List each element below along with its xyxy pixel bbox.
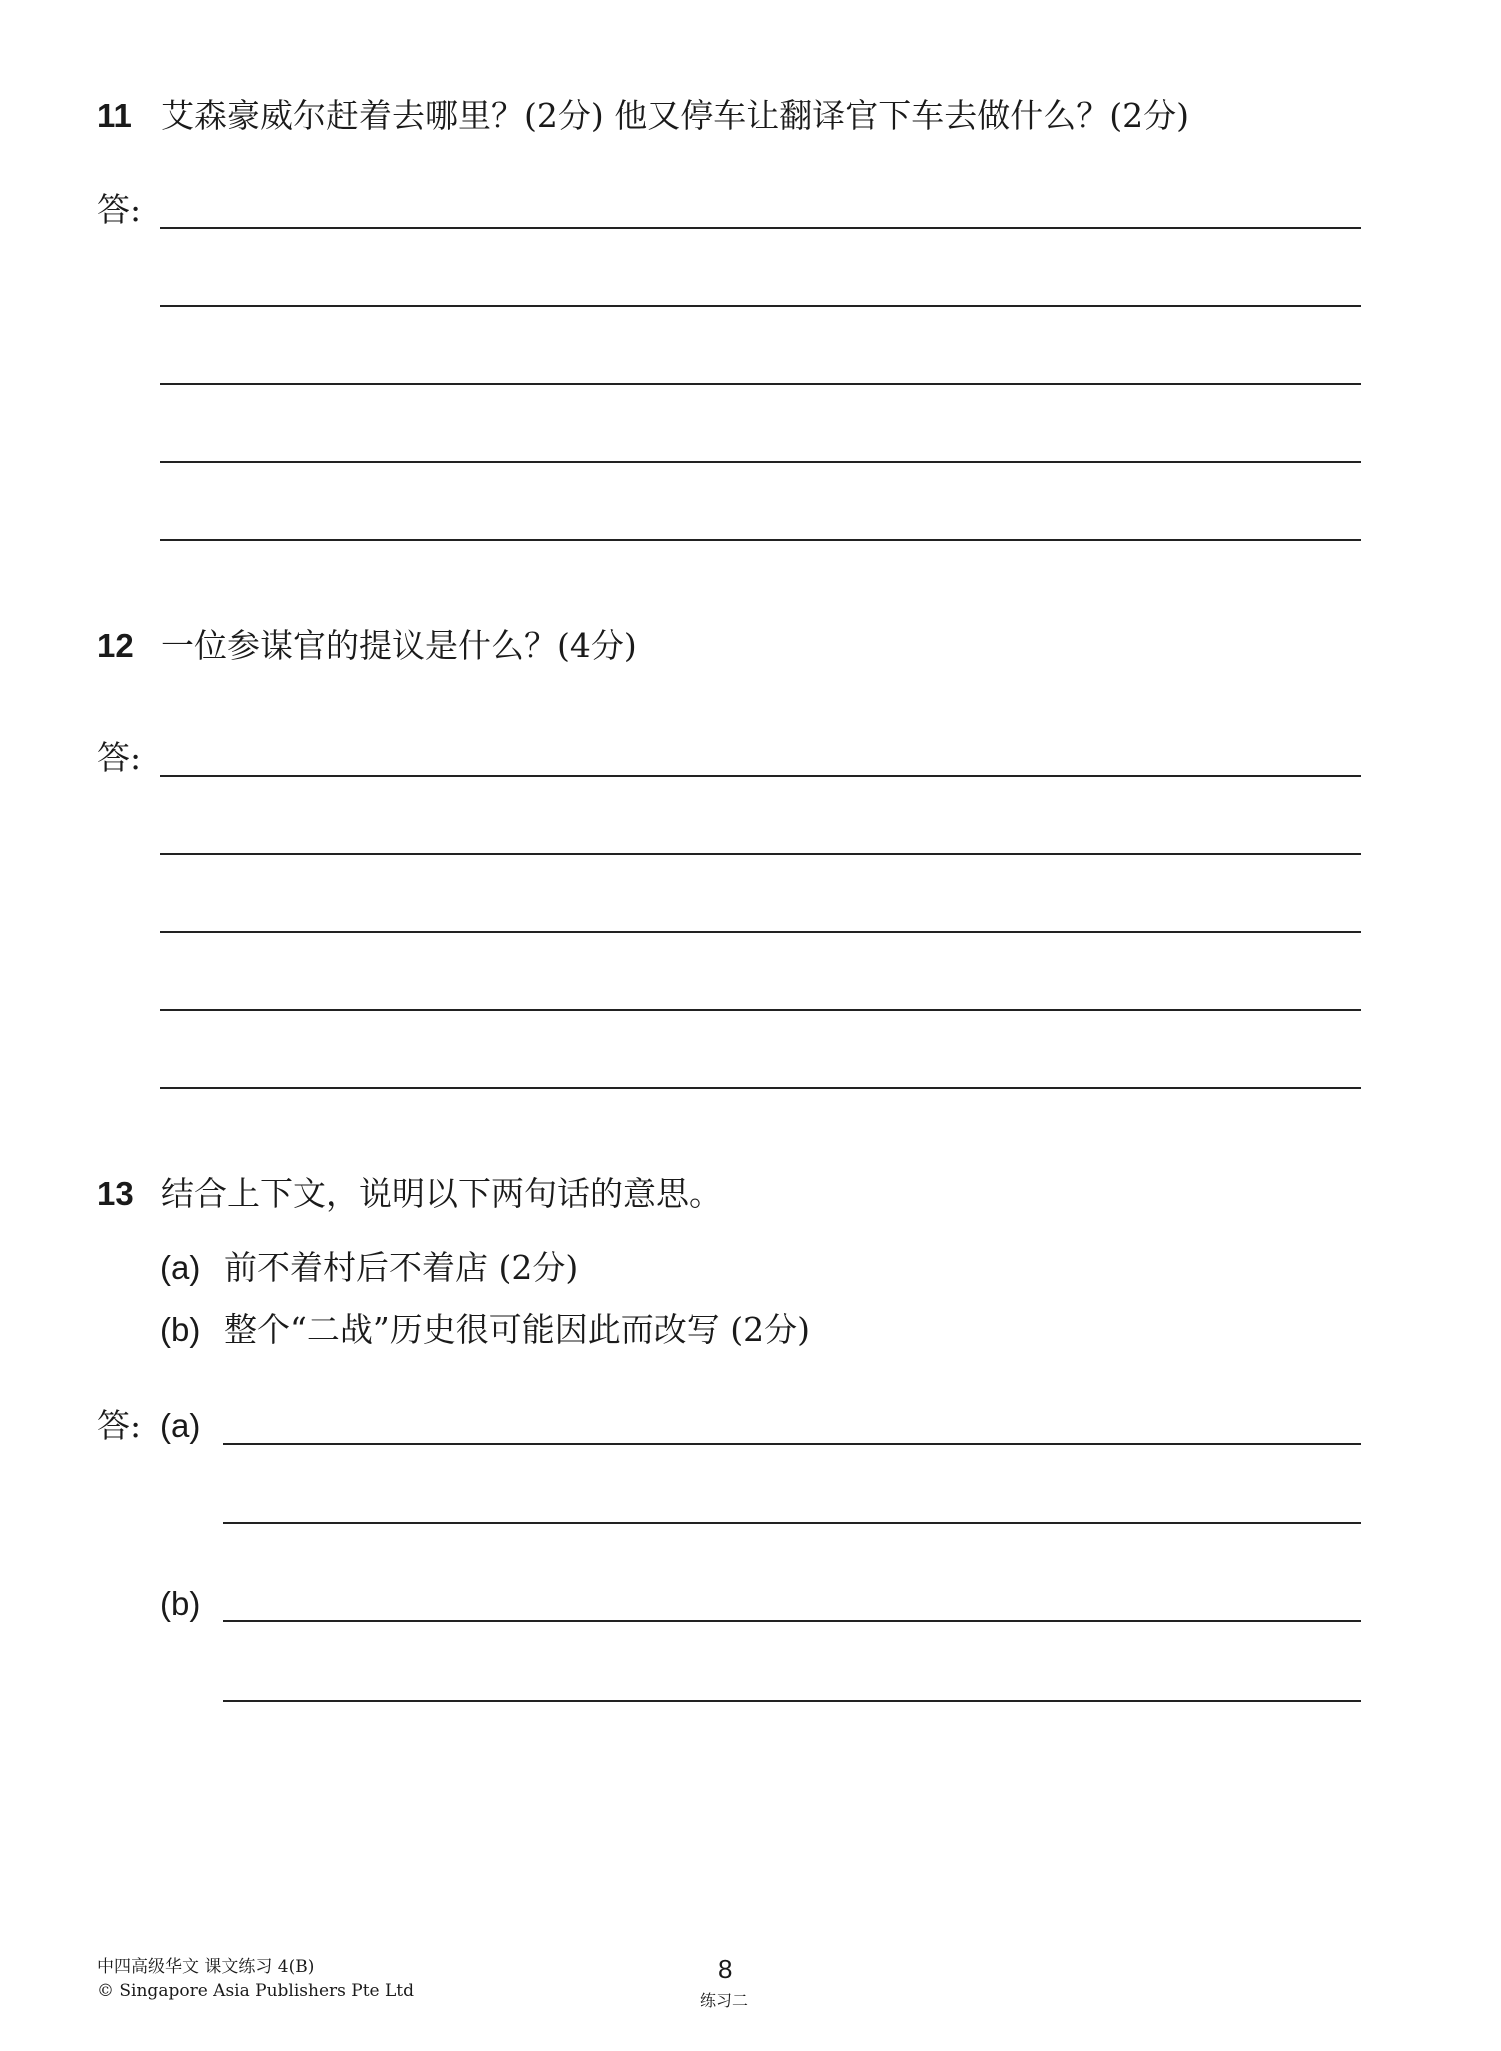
answer-line[interactable]	[160, 383, 1361, 385]
book-title: 中四高级华文 课文练习 4(B)	[97, 1957, 315, 1977]
question-text: 一位参谋官的提议是什么？(4分)	[161, 626, 637, 665]
answer-line[interactable]	[223, 1443, 1361, 1445]
question-number: 13	[97, 1175, 134, 1212]
answer-line[interactable]	[160, 1087, 1361, 1089]
sub-question-tag: (b)	[160, 1311, 201, 1348]
answer-line[interactable]	[223, 1522, 1361, 1524]
answer-label: 答:	[97, 738, 142, 777]
answer-line[interactable]	[160, 775, 1361, 777]
answer-line[interactable]	[160, 539, 1361, 541]
sub-question-tag: (a)	[160, 1249, 201, 1286]
answer-tag: (a)	[160, 1407, 201, 1444]
question-number: 12	[97, 627, 134, 664]
answer-line[interactable]	[223, 1700, 1361, 1702]
answer-line[interactable]	[223, 1620, 1361, 1622]
question-text: 结合上下文，说明以下两句话的意思。	[161, 1174, 722, 1213]
sub-question-text: 前不着村后不着店 (2分)	[224, 1248, 579, 1287]
section-label: 练习二	[700, 1991, 749, 2010]
answer-line[interactable]	[160, 461, 1361, 463]
answer-a-tag	[160, 1406, 224, 1446]
page-number: 8	[718, 1954, 733, 1984]
copyright: © Singapore Asia Publishers Pte Ltd	[97, 1981, 415, 2001]
question-text: 艾森豪威尔赶着去哪里？(2分) 他又停车让翻译官下车去做什么？(2分)	[161, 96, 1189, 135]
sub-question-a	[160, 1248, 578, 1288]
answer-label: 答:	[97, 190, 142, 229]
sub-question-text: 整个“二战”历史很可能因此而改写 (2分)	[224, 1310, 810, 1349]
answer-line[interactable]	[160, 853, 1361, 855]
answer-label: 答:	[97, 1406, 142, 1445]
answer-line[interactable]	[160, 305, 1361, 307]
question-number: 11	[97, 97, 132, 134]
answer-line[interactable]	[160, 227, 1361, 229]
answer-b-tag	[160, 1584, 224, 1624]
answer-line[interactable]	[160, 1009, 1361, 1011]
answer-line[interactable]	[160, 931, 1361, 933]
answer-tag: (b)	[160, 1585, 201, 1622]
sub-question-b	[160, 1310, 810, 1350]
